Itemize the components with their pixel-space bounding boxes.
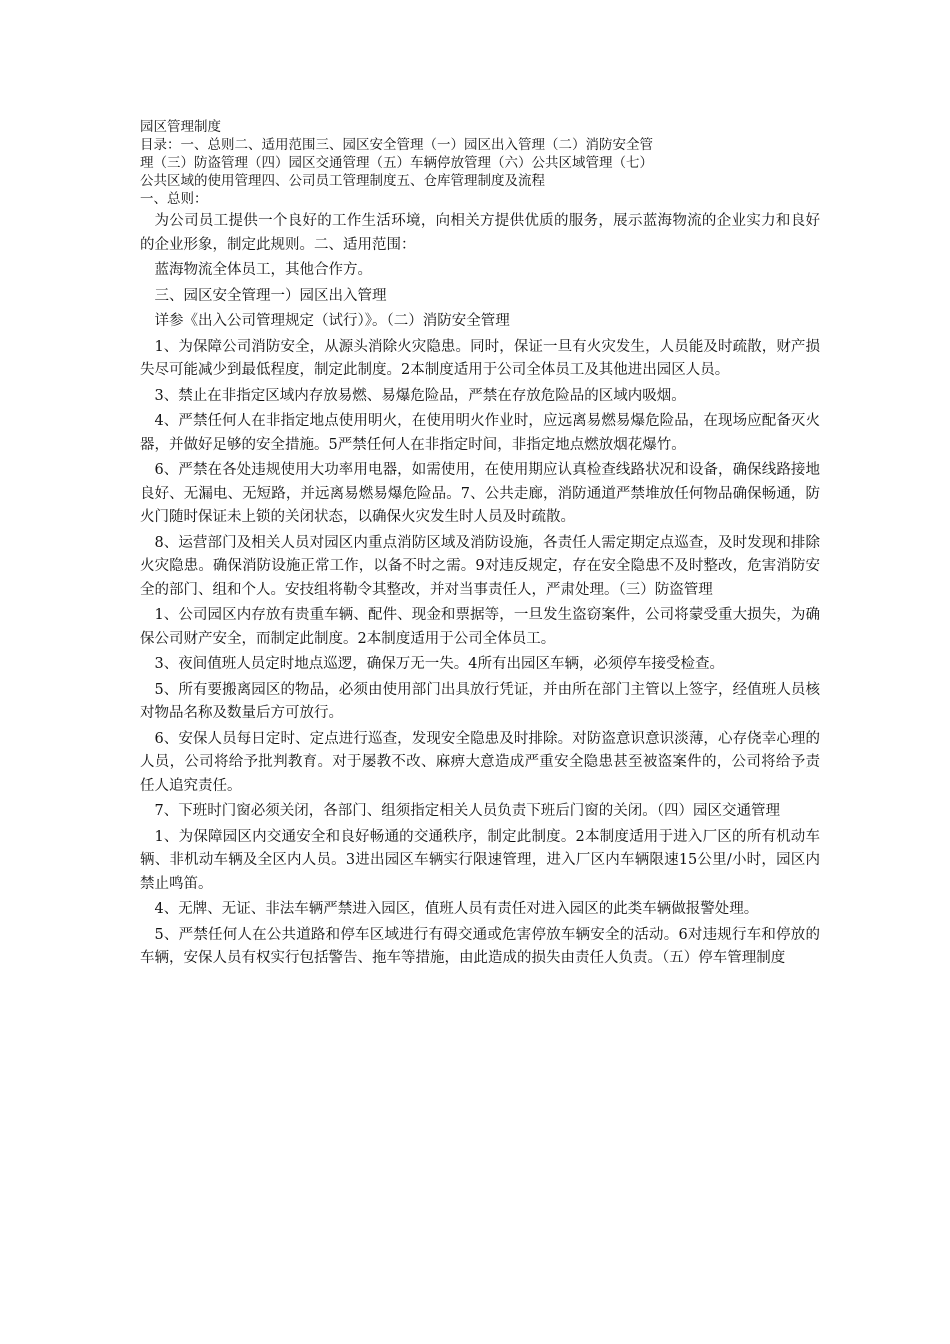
paragraph: 4、严禁任何人在非指定地点使用明火，在使用明火作业时，应远离易燃易爆危险品，在现场应配备灭火器，并做好足够的安全措施。5严禁任何人在非指定时间，非指定地点燃放烟花爆竹。 (140, 413, 820, 453)
toc-line: 理（三）防盗管理（四）园区交通管理（五）车辆停放管理（六）公共区域管理（七） (140, 155, 653, 171)
paragraph: 4、无牌、无证、非法车辆严禁进入园区，值班人员有责任对进入园区的此类车辆做报警处理。 (154, 901, 759, 917)
document-title: 园区管理制度 (140, 119, 221, 135)
paragraph: 8、运营部门及相关人员对园区内重点消防区域及消防设施，各责任人需定期定点巡查，及时发现和排除火灾隐患。确保消防设施正常工作，以备不时之需。9对违反规定，存在安全隐患不及时整改，危害消防安全的部门、组和个人。安技组将勒令其整改，并对当事责任人，严肃处理。（三）防盗管理 (140, 534, 820, 598)
section-heading: 一、总则： (140, 191, 208, 207)
document-header (140, 118, 820, 208)
document-page (140, 118, 820, 973)
paragraph: 三、园区安全管理一）园区出入管理 (154, 287, 387, 304)
paragraph: 蓝海物流全体员工，其他合作方。 (154, 262, 372, 278)
paragraph: 5、严禁任何人在公共道路和停车区域进行有碍交通或危害停放车辆安全的活动。6对违规行车和停放的车辆，安保人员有权实行包括警告、拖车等措施，由此造成的损失由责任人负责。（五）停车管理制度 (140, 926, 820, 966)
paragraph: 详参《出入公司管理规定（试行）》。（二）消防安全管理 (154, 313, 510, 329)
toc-line: 目录：一、总则二、适用范围三、园区安全管理（一）园区出入管理（二）消防安全管 (140, 137, 653, 153)
paragraph: 3、夜间值班人员定时地点巡逻，确保万无一失。4所有出园区车辆，必须停车接受检查。 (154, 656, 724, 672)
paragraph: 为公司员工提供一个良好的工作生活环境，向相关方提供优质的服务，展示蓝海物流的企业实力和良好的企业形象，制定此规则。二、适用范围： (140, 213, 820, 253)
paragraph: 1、公司园区内存放有贵重车辆、配件、现金和票据等，一旦发生盗窃案件，公司将蒙受重大损失，为确保公司财产安全，而制定此制度。2本制度适用于公司全体员工。 (140, 607, 820, 647)
paragraph: 1、为保障园区内交通安全和良好畅通的交通秩序，制定此制度。2本制度适用于进入厂区的所有机动车辆、非机动车辆及全区内人员。3进出园区车辆实行限速管理，进入厂区内车辆限速15公里/小时，园区内禁止鸣笛。 (140, 828, 820, 892)
paragraph: 6、安保人员每日定时、定点进行巡查，发现安全隐患及时排除。对防盗意识意识淡薄，心存侥幸心理的人员，公司将给予批判教育。对于屡教不改、麻痹大意造成严重安全隐患甚至被盗案件的，公司将给予责任人追究责任。 (140, 730, 820, 794)
paragraph: 5、所有要搬离园区的物品，必须由使用部门出具放行凭证，并由所在部门主管以上签字，经值班人员核对物品名称及数量后方可放行。 (140, 681, 820, 721)
paragraph: 7、下班时门窗必须关闭，各部门、组须指定相关人员负责下班后门窗的关闭。（四）园区交通管理 (154, 803, 780, 819)
document-body (140, 210, 820, 971)
paragraph: 6、严禁在各处违规使用大功率用电器，如需使用，在使用期应认真检查线路状况和设备，确保线路接地良好、无漏电、无短路，并远离易燃易爆危险品。7、公共走廊，消防通道严禁堆放任何物品确保畅通，防火门随时保证未上锁的关闭状态，以确保火灾发生时人员及时疏散。 (140, 462, 820, 525)
paragraph: 3、禁止在非指定区域内存放易燃、易爆危险品，严禁在存放危险品的区域内吸烟。 (154, 387, 686, 404)
toc-line: 公共区域的使用管理四、公司员工管理制度五、仓库管理制度及流程 (140, 173, 545, 189)
paragraph: 1、为保障公司消防安全，从源头消除火灾隐患。同时，保证一旦有火灾发生，人员能及时疏散，财产损失尽可能减少到最低程度，制定此制度。2本制度适用于公司全体员工及其他进出园区人员。 (140, 338, 820, 378)
